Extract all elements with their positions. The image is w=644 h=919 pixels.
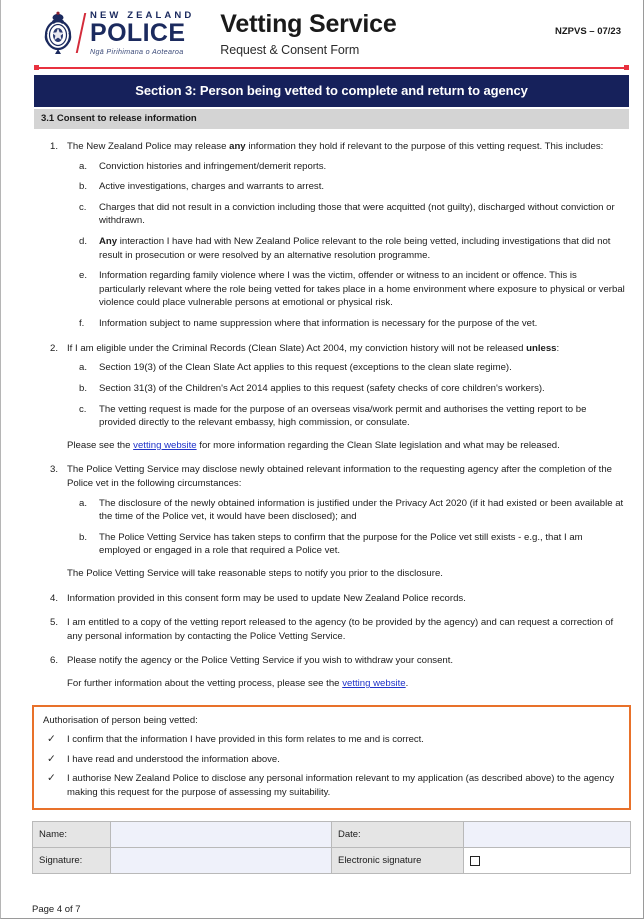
page-title: Vetting Service [220,10,397,38]
authorisation-item-text: I have read and understood the information above. [67,753,280,765]
check-icon: ✓ [47,752,56,765]
clause-note: The Police Vetting Service will take reasonable steps to notify you prior to the disclosure. [67,568,443,580]
clause-marker: 4. [50,592,59,604]
date-input-cell[interactable] [463,822,630,848]
authorisation-item [43,772,620,799]
clause-text: Please notify the agency or the Police Vetting Service if you wish to withdraw your consent. [67,655,454,667]
clause-subitem-list [67,497,625,558]
emphasis-text: unless [526,342,557,354]
clause-subitem [67,235,625,262]
clause-subitem [67,269,625,310]
check-icon: ✓ [47,772,56,785]
field-label: Signature: [33,848,111,874]
consent-body [1,140,643,691]
clause-subitem [67,531,625,558]
clause-item [34,463,625,580]
document-header [1,0,643,57]
clause-item [34,616,625,643]
authorisation-item-text: I confirm that the information I have provided in this form relates to me and is correct. [67,734,424,746]
clause-item [34,654,625,690]
clause-subitem [67,180,625,194]
table-row [33,822,631,848]
nz-police-logo [41,9,194,55]
section-header-bar: Section 3: Person being vetted to complete and return to agency [34,75,629,107]
subitem-text: Charges that did not result in a conviction including those that were acquitted (not guilty), discharged without conviction or withdrawn. [99,201,615,227]
authorisation-item [43,733,620,746]
authorisation-item-text: I authorise New Zealand Police to disclose any personal information relevant to my application (as described above) to the agency making this request for the purpose of assessing my suitability. [67,773,615,798]
subitem-marker: a. [79,160,88,172]
clause-text: If I am eligible under the Criminal Records (Clean Slate) Act 2004, my conviction history will not be released unless: [67,342,560,354]
subitem-text: Any interaction I have had with New Zealand Police relevant to the role being vetted, including investigations that did not result in prosecution or were resolved by an alternative resolution programme. [99,236,611,261]
authorisation-item [43,753,620,766]
vetting-website-link[interactable]: vetting website [342,678,406,690]
field-label: Date: [331,822,463,848]
subitem-marker: c. [79,201,87,213]
subitem-marker: b. [79,181,88,193]
subitem-marker: b. [79,531,88,543]
clause-subitem [67,160,625,174]
subitem-marker: f. [79,318,85,330]
clause-text: The Police Vetting Service may disclose newly obtained relevant information to the requesting agency after the completion of the Police vet in the following circumstances: [67,464,613,489]
field-label: Electronic signature [331,848,463,874]
clause-subitem [67,361,625,375]
logo-line-new-zealand: NEW ZEALAND [90,10,195,22]
logo-line-maori: Ngā Pirihimana o Aotearoa [90,46,184,56]
field-input-cell[interactable] [110,848,331,874]
electronic-signature-checkbox[interactable] [470,856,480,866]
subitem-text: The Police Vetting Service has taken steps to confirm that the purpose for the Police vet still exists - e.g., that I am employed or engaged in a role that required a Police vet. [99,531,583,557]
subitem-text: Section 31(3) of the Children's Act 2014 applies to this request (safety checks of core children's workers). [99,382,545,394]
subitem-marker: b. [79,382,88,394]
clause-subitem [67,403,625,430]
emphasis-text: any [229,141,246,152]
subitem-marker: a. [79,362,88,374]
subitem-marker: c. [79,403,87,415]
table-row [33,848,631,874]
vetting-website-link[interactable]: vetting website [133,439,197,451]
logo-wordmark [90,11,194,54]
divider-dot-right [624,65,629,70]
subitem-marker: e. [79,270,88,282]
clause-marker: 2. [50,342,59,354]
nz-police-crest-icon [41,11,75,55]
clause-subitem [67,317,625,331]
divider-line [37,67,626,69]
clause-subitem-list [67,160,625,331]
field-label: Name: [33,822,111,848]
clause-subitem [67,497,625,524]
signature-form-table [32,821,631,874]
clause-marker: 3. [50,464,59,476]
page-footer: Page 4 of 7 [32,904,81,916]
check-icon: ✓ [47,733,56,746]
clause-text: I am entitled to a copy of the vetting report released to the agency (to be provided by the agency) and can request a correction of any personal information by contacting the Police Vetting Service. [67,617,614,642]
authorisation-box [32,705,631,810]
subitem-text: Information subject to name suppression where that information is necessary for the purpose of the vet. [99,318,538,330]
clause-marker: 6. [50,655,59,667]
subitem-text: The vetting request is made for the purpose of an overseas visa/work permit and authorises the vetting report to be provided directly to the relevant embassy, high commission, or consulate. [99,403,587,429]
subitem-marker: d. [79,236,88,248]
clause-marker: 5. [50,617,59,629]
subitem-marker: a. [79,497,88,509]
clause-subitem-list [67,361,625,429]
header-divider [34,65,629,71]
clause-marker: 1. [50,141,59,152]
clause-item [34,140,625,331]
authorisation-title: Authorisation of person being vetted: [43,714,198,726]
clause-subitem [67,382,625,396]
clause-subitem [67,201,625,228]
clause-text: The New Zealand Police may release any information they hold if relevant to the purpose of this vetting request. This includes: [67,141,604,152]
logo-line-police: POLICE [90,18,186,47]
clause-note: For further information about the vetting process, please see the vetting website. [67,678,409,690]
subsection-header-bar: 3.1 Consent to release information [34,109,629,129]
clause-text: Information provided in this consent form may be used to update New Zealand Police records. [67,592,466,604]
electronic-signature-cell[interactable] [463,848,630,874]
clause-note: Please see the vetting website for more information regarding the Clean Slate legislation and what may be released. [67,439,560,451]
subitem-text: Conviction histories and infringement/demerit reports. [99,160,327,172]
subitem-text: Information regarding family violence where I was the victim, offender or witness to an incident or offence. This is particularly relevant where the role being vetted for takes place in a home environment where exposure to physical or verbal violence could place vulnerable persons at emotional or physical risk. [99,270,625,309]
title-block [194,9,555,57]
emphasis-text: Any [99,236,118,248]
subitem-text: The disclosure of the newly obtained information is justified under the Privacy Act 2020 (if it had existed or been available at the time of the Police vet, it would have been disclosed); and [99,497,624,523]
page-subtitle: Request & Consent Form [220,43,360,57]
clause-item [34,342,625,453]
logo-divider [76,13,87,53]
subitem-text: Active investigations, charges and warrants to arrest. [99,181,325,193]
authorisation-item-list [43,733,620,799]
subitem-text: Section 19(3) of the Clean Slate Act applies to this request (exceptions to the clean slate regime). [99,362,512,374]
consent-clause-list [34,140,625,691]
clause-item [34,592,625,606]
field-input-cell[interactable] [110,822,331,848]
document-code: NZPVS – 07/23 [554,26,621,37]
